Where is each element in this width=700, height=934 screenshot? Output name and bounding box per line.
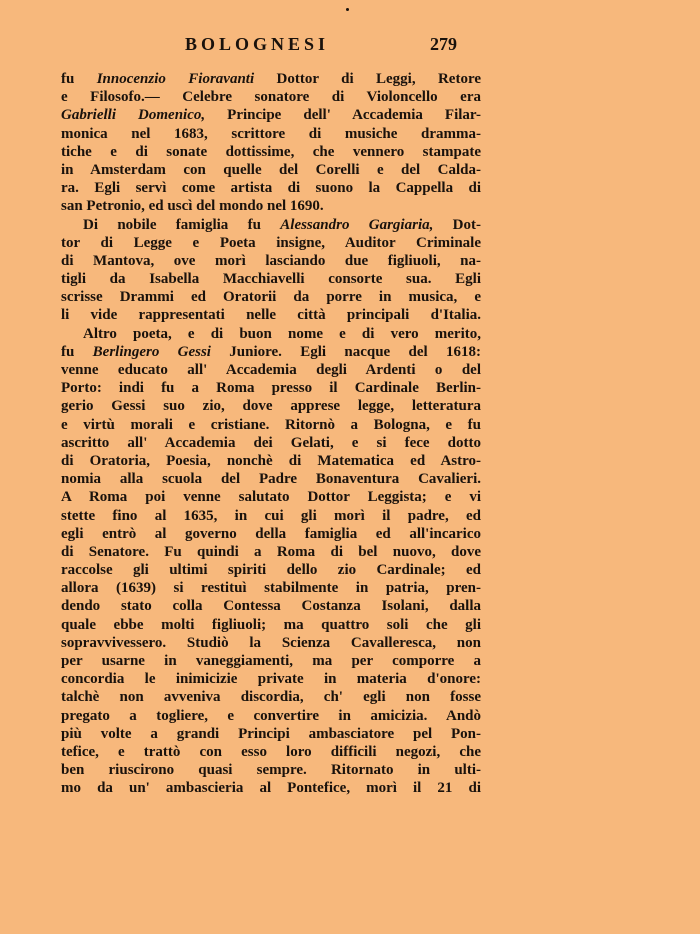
text-line — [61, 561, 481, 579]
text-line — [61, 161, 481, 179]
text-line — [61, 507, 481, 525]
text-line — [61, 216, 481, 234]
text-line — [61, 597, 481, 615]
text-segment: fu — [61, 71, 97, 87]
italic-name: Alessandro Gargiaria, — [280, 216, 434, 233]
text-line — [61, 725, 481, 743]
italic-name: Berlingero Gessi — [92, 343, 211, 360]
text-segment: di Senatore. Fu quindi a Roma di bel nuovo, dove — [61, 543, 481, 560]
text-line — [61, 88, 481, 106]
text-segment: pregato a togliere, e convertire in amicizia. Andò — [61, 707, 481, 724]
text-segment: A Roma poi venne salutato Dottor Leggista; e vi — [61, 489, 481, 506]
page-number: 279 — [430, 34, 457, 54]
text-line — [61, 306, 481, 324]
text-line — [61, 616, 481, 634]
text-segment: Di nobile famiglia fu — [83, 216, 281, 233]
print-mark — [346, 8, 349, 11]
text-segment: li vide rappresentati nelle città principali d'Italia. — [61, 307, 481, 324]
text-segment: Juniore. Egli nacque del 1618: — [210, 343, 481, 360]
text-segment: ra. Egli servì come artista di suono la Cappella di — [61, 180, 481, 197]
text-segment: dendo stato colla Contessa Costanza Isolani, dalla — [61, 598, 481, 615]
text-segment: tor di Legge e Poeta insigne, Auditor Criminale — [61, 234, 481, 251]
text-line — [61, 397, 481, 415]
body-text — [61, 70, 481, 798]
text-segment: scrisse Drammi ed Oratorii da porre in musica, e — [61, 289, 481, 306]
text-line — [61, 543, 481, 561]
text-segment: Altro poeta, e di buon nome e di vero merito, — [83, 325, 481, 342]
text-segment: stette fino al 1635, in cui gli morì il padre, ed — [61, 507, 481, 524]
text-segment: Dot- — [433, 216, 481, 233]
text-line — [61, 670, 481, 688]
text-line — [61, 470, 481, 488]
text-line — [61, 488, 481, 506]
text-segment: san Petronio, ed uscì del mondo nel 1690. — [61, 198, 324, 215]
text-line — [61, 197, 481, 215]
text-line — [61, 525, 481, 543]
text-line — [61, 343, 481, 361]
text-line — [61, 743, 481, 761]
italic-name: Gabrielli Domenico, — [61, 107, 206, 124]
text-segment: raccolse gli ultimi spiriti dello zio Cardinale; ed — [61, 562, 481, 579]
text-line — [61, 761, 481, 779]
text-line — [61, 688, 481, 706]
text-segment: quale ebbe molti figliuoli; ma quattro soli che gli — [61, 616, 481, 633]
text-line — [61, 125, 481, 143]
text-segment: di Mantova, ove morì lasciando due figliuoli, na- — [61, 252, 481, 269]
text-line — [61, 106, 481, 124]
text-line — [61, 652, 481, 670]
text-line — [61, 179, 481, 197]
text-line — [61, 288, 481, 306]
text-segment: mo da un' ambascieria al Pontefice, morì il 21 di — [61, 780, 481, 797]
text-segment: sopravvivessero. Studiò la Scienza Cavalleresca, non — [61, 634, 481, 651]
text-line — [61, 634, 481, 652]
text-segment: e Filosofo.— Celebre sonatore di Violoncello era — [61, 89, 481, 106]
text-segment: per usarne in vaneggiamenti, ma per comporre a — [61, 653, 481, 669]
text-line — [61, 143, 481, 161]
text-segment: ben riuscirono quasi sempre. Ritornato in ulti- — [61, 762, 481, 779]
text-segment: talchè non avveniva discordia, ch' egli non fosse — [61, 689, 481, 706]
text-line — [61, 779, 481, 797]
italic-name: Innocenzio Fioravanti — [96, 71, 255, 87]
running-head: BOLOGNESI — [185, 34, 330, 54]
text-segment: di Oratoria, Poesia, nonchè di Matematica ed Astro- — [61, 452, 481, 469]
text-line — [61, 234, 481, 252]
text-line — [61, 252, 481, 270]
text-segment: Porto: indi fu a Roma presso il Cardinale Berlin- — [61, 380, 481, 397]
text-segment: venne educato all' Accademia degli Ardenti o del — [61, 362, 481, 378]
text-line — [61, 361, 481, 379]
text-segment: nomia alla scuola del Padre Bonaventura Cavalieri. — [61, 471, 481, 488]
text-segment: ascritto all' Accademia dei Gelati, e si fece dotto — [61, 434, 481, 451]
text-segment: e virtù morali e cristiane. Ritornò a Bologna, e fu — [61, 416, 481, 433]
text-line — [61, 452, 481, 470]
text-segment: tiche e di sonate dottissime, che vennero stampate — [61, 143, 481, 160]
text-segment: Dottor di Leggi, Retore — [254, 71, 481, 87]
text-segment: tefice, e trattò con esso loro difficili negozi, che — [61, 743, 481, 760]
text-line — [61, 379, 481, 397]
text-segment: monica nel 1683, scrittore di musiche dramma- — [61, 125, 481, 142]
text-segment: gerio Gessi suo zio, dove apprese legge, letteratura — [61, 398, 481, 415]
text-line — [61, 579, 481, 597]
text-segment: tigli da Isabella Macchiavelli consorte sua. Egli — [61, 271, 481, 288]
text-segment: in Amsterdam con quelle del Corelli e del Calda- — [61, 161, 481, 178]
text-segment: allora (1639) si restituì stabilmente in patria, pren- — [61, 580, 481, 597]
text-segment: concordia le inimicizie private in materia d'onore: — [61, 671, 481, 688]
text-line — [61, 434, 481, 452]
text-segment: Principe dell' Accademia Filar- — [205, 107, 481, 124]
text-line — [61, 270, 481, 288]
text-segment: egli entrò al governo della famiglia ed all'incarico — [61, 525, 481, 542]
text-line — [61, 325, 481, 343]
text-segment: più volte a grandi Principi ambasciatore pel Pon- — [61, 725, 481, 742]
text-line — [61, 707, 481, 725]
text-line — [61, 70, 481, 88]
text-line — [61, 416, 481, 434]
text-segment: fu — [61, 343, 93, 360]
